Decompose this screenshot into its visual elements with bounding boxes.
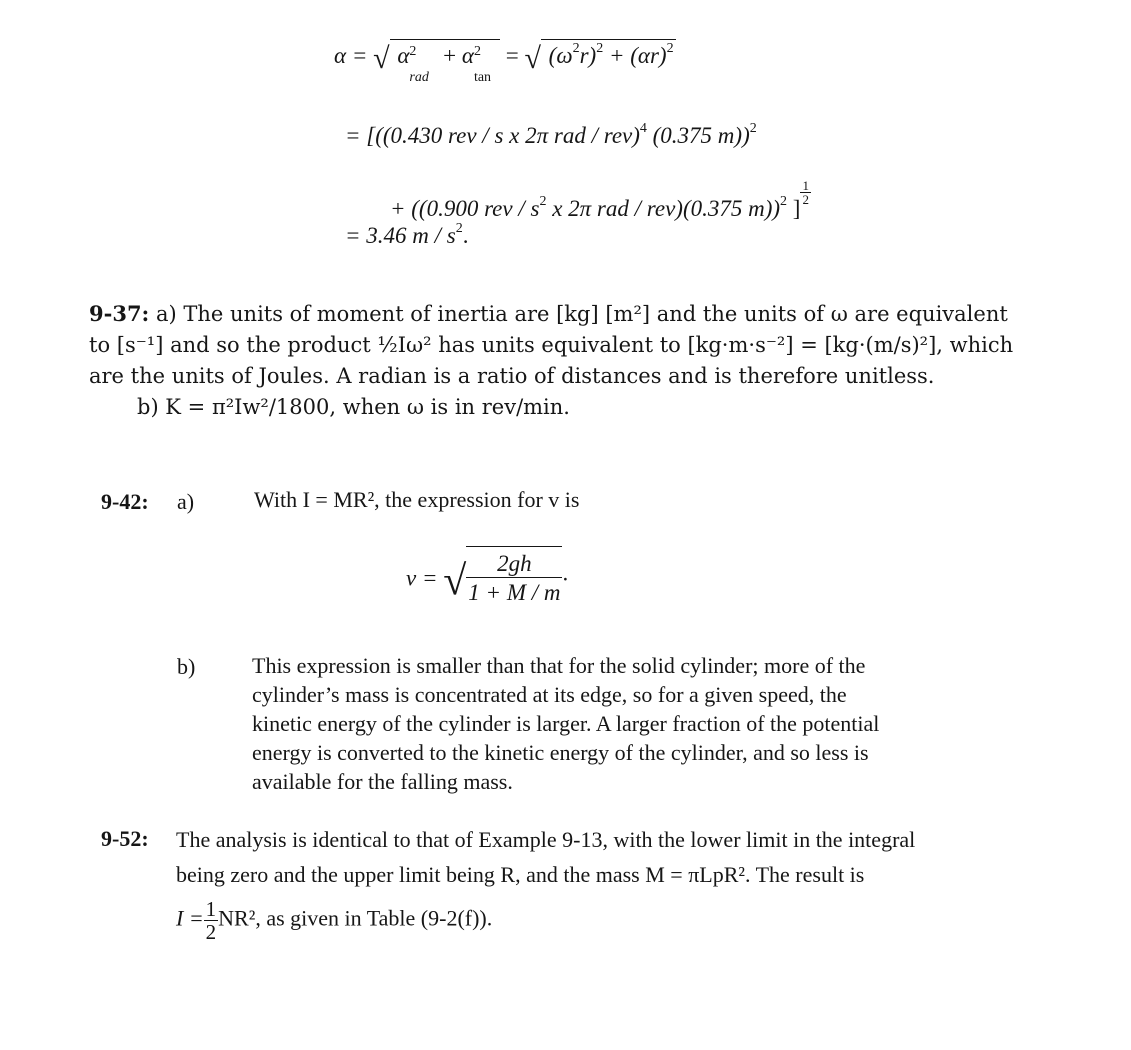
eq1-rad-sub: rad: [409, 70, 429, 85]
eq1-alpha-tan: α: [461, 43, 474, 68]
eq1-rad-sup: 2: [409, 44, 417, 59]
eq1-equals: =: [505, 43, 519, 68]
eq1-r: r): [579, 43, 597, 68]
p42-b-line-1: This expression is smaller than that for the solid cylinder; more of the: [252, 653, 866, 678]
equation-moment-result: [176, 898, 492, 943]
equation-line-2: [390, 179, 811, 220]
eq2-line1-sup: 4: [639, 121, 647, 136]
equation-v: [406, 546, 568, 604]
eq1-tan-sub: tan: [473, 70, 492, 85]
equation-alpha-magnitude: [334, 41, 676, 85]
v-lhs: v =: [406, 565, 438, 591]
p42-b-line-4: energy is converted to the kinetic energy of the cylinder, and so less is: [252, 740, 869, 765]
v-fraction: [466, 550, 562, 604]
problem-9-42-intro: With I = MR², the expression for v is: [254, 487, 580, 512]
result-lhs: I =: [176, 905, 204, 931]
problem-9-42-b-text: [252, 651, 879, 796]
problem-9-37-line3: are the units of Joules. A radian is a ratio of distances and is therefore unitless.: [89, 364, 935, 388]
eq1-alpha-r-sup: 2: [666, 41, 674, 56]
problem-9-37-line4: b) K = π²Iw²/1800, when ω is in rev/min.: [137, 395, 570, 419]
equation-line-1: [345, 121, 757, 148]
eq2-line1-tail: (0.375 m)): [652, 123, 750, 148]
eq1-lhs: α =: [334, 43, 368, 68]
eq2-exp-num: 1: [802, 178, 809, 193]
eq1-sqrt-1: √ α 2 rad + α 2 tan: [373, 44, 500, 74]
problem-9-52-label: [101, 824, 149, 853]
result-num: 1: [205, 897, 217, 921]
eq2-line2-mid: x 2π rad / rev)(0.375 m)): [552, 196, 781, 221]
eq2-line3-end: .: [462, 223, 469, 248]
eq1-omega: (ω: [548, 43, 573, 68]
eq2-line1-tail-sup: 2: [749, 121, 757, 136]
eq1-alpha-r: + (αr): [608, 43, 667, 68]
eq1-omega-sup: 2: [572, 41, 580, 56]
eq2-half-exponent: [800, 179, 811, 206]
eq2-line2-mid-sup: 2: [780, 194, 788, 209]
problem-9-52-number: 9-52:: [101, 826, 149, 851]
result-half: [204, 898, 219, 943]
eq1-alpha-rad: α: [397, 43, 410, 68]
eq2-line2: + ((0.900 rev / s: [390, 196, 540, 221]
eq2-line3: = 3.46 m / s: [345, 223, 456, 248]
eq2-line2-sup: 2: [539, 194, 547, 209]
eq2-exp-den: 2: [802, 192, 809, 207]
eq1-r-sup: 2: [596, 41, 604, 56]
v-sqrt: √ $\frac{2gh}{1 + M / m}$: [443, 546, 562, 604]
result-tail: NR², as given in Table (9-2(f)).: [218, 905, 493, 931]
eq2-close-bracket: ]: [792, 196, 801, 221]
eq2-line3-sup: 2: [455, 221, 463, 236]
p42-b-line-5: available for the falling mass.: [252, 769, 513, 794]
problem-9-42-label: [101, 487, 149, 516]
v-numerator: 2gh: [466, 550, 562, 578]
p42-b-line-3: kinetic energy of the cylinder is larger. A larger fraction of the potential: [252, 711, 880, 736]
problem-9-37-label: 9-37:: [89, 301, 150, 326]
p52-line-2: being zero and the upper limit being R, and the mass M = πLpR². The result is: [176, 862, 865, 887]
eq1-plus: +: [443, 43, 457, 68]
problem-9-37-line2: to [s⁻¹] and so the product ½Iω² has units equivalent to [kg·m·s⁻²] = [kg·(m/s)²], which: [89, 333, 1014, 357]
equation-line-3: [345, 221, 469, 248]
problem-9-42-part-a: a): [177, 489, 195, 514]
p42-b-line-2: cylinder’s mass is concentrated at its edge, so for a given speed, the: [252, 682, 847, 707]
result-den: 2: [205, 920, 217, 944]
eq1-tan-sup: 2: [473, 44, 481, 59]
problem-9-52-text: [176, 822, 915, 892]
problem-9-42-part-b: b): [177, 654, 196, 679]
problem-9-42-number: 9-42:: [101, 489, 149, 514]
eq2-line1: = [((0.430 rev / s x 2π rad / rev): [345, 123, 640, 148]
p52-line-1: The analysis is identical to that of Example 9-13, with the lower limit in the integral: [176, 827, 916, 852]
problem-9-37-line1: a) The units of moment of inertia are [kg] [m²] and the units of ω are equivalent: [156, 302, 1008, 326]
problem-9-37: [89, 298, 1013, 423]
eq1-sqrt-2: √ $(\omega^2r)^2 + (\alpha r)^2$: [524, 41, 674, 75]
v-denominator: 1 + M / m: [468, 580, 561, 605]
v-period: .: [562, 560, 569, 586]
